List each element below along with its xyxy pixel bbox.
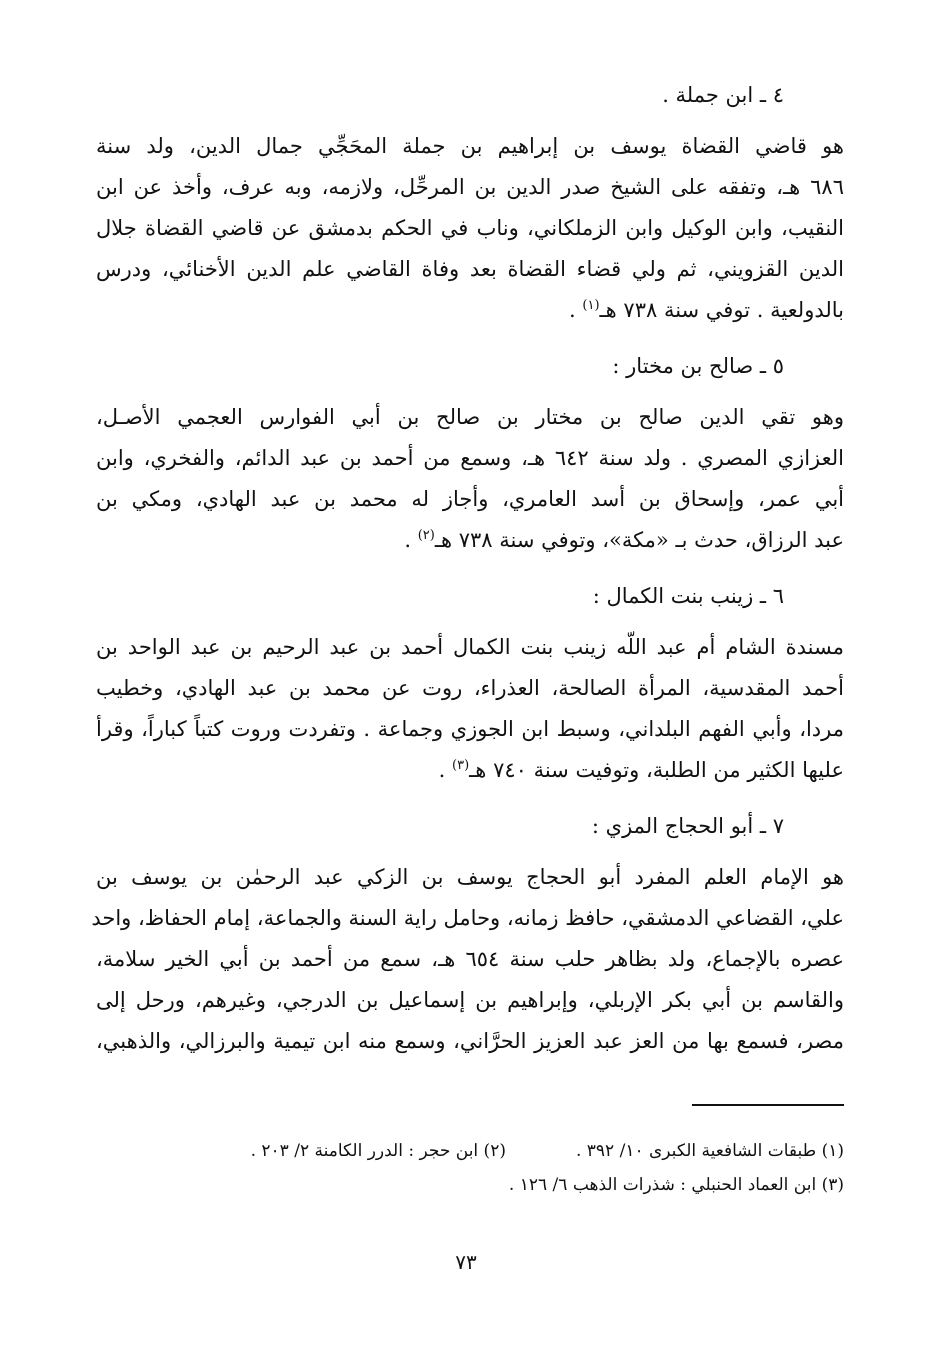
text-line: عصره بالإجماع، ولد بظاهر حلب سنة ٦٥٤ هـ، سمع من أحمد بن أبي الخير سلامة، [96,947,844,971]
text-line: النقيب، وابن الوكيل وابن الزملكاني، وناب في الحكم بدمشق عن قاضي القضاة جلال [96,216,844,240]
text-line-last [96,520,844,561]
text-fragment: عليها الكثير من الطلبة، وتوفيت سنة ٧٤٠ هـ [469,758,844,782]
section-body-abu-al-hajjaj-al-mizzi [91,857,844,1062]
section-heading-salih-ibn-mukhtar: ٥ ـ صالح بن مختار : [612,354,784,378]
text-line: علي، القضاعي الدمشقي، حافظ زمانه، وحامل راية السنة والجماعة، إمام الحفاظ، واحد [91,906,844,930]
text-line: أبي عمر، وإسحاق بن أسد العامري، وأجاز له محمد بن عبد الهادي، ومكي بن [96,487,844,511]
footnote-2: (٢) ابن حجر : الدرر الكامنة ٢/ ٢٠٣ . [250,1141,506,1161]
text-line-last [96,750,844,791]
page-body [91,78,844,1080]
text-fragment: عبد الرزاق، حدث بـ «مكة»، وتوفي سنة ٧٣٨ هـ [434,528,844,552]
footnote-marker: (٣) [452,758,470,773]
text-line: وهو تقي الدين صالح بن مختار بن صالح بن أبي الفوارس العجمي الأصـل، [96,405,844,429]
section-body-zaynab-bint-al-kamal [96,627,844,791]
text-line: العزازي المصري . ولد سنة ٦٤٢ هـ، وسمع من أحمد بن عبد الدائم، والفخري، وابن [96,446,844,470]
footnote-marker: (١) [582,298,600,313]
footnote-row [124,1168,844,1202]
text-line: مسندة الشام أم عبد اللّه زينب بنت الكمال أحمد بن عبد الرحيم بن عبد الواحد بن [96,635,844,659]
text-line: مصر، فسمع بها من العز عبد العزيز الحرَّاني، وسمع منه ابن تيمية والبرزالي، والذهبي، [96,1029,844,1053]
page-number: ٧٣ [455,1250,477,1274]
footnote-row [124,1134,844,1168]
text-line: أحمد المقدسية، المرأة الصالحة، العذراء، روت عن محمد بن عبد الهادي، وخطيب [96,676,844,700]
section-body-ibn-jumla [96,126,844,331]
text-fragment: بالدولعية . توفي سنة ٧٣٨ هـ [599,298,844,322]
section-heading-zaynab-bint-al-kamal: ٦ ـ زينب بنت الكمال : [592,584,784,608]
sentence-end: . [404,528,418,552]
text-line: مردا، وأبي الفهم البلداني، وسبط ابن الجوزي وجماعة . وتفردت وروت كتباً كباراً، وقرأ [96,717,844,741]
footnote-3: (٣) ابن العماد الحنبلي : شذرات الذهب ٦/ ١٢٦ . [508,1175,844,1195]
sentence-end: . [438,758,453,782]
footnotes [124,1134,844,1202]
text-line: والقاسم بن أبي بكر الإربلي، وإبراهيم بن إسماعيل بن الدرجي، وغيرهم، ورحل إلى [96,988,844,1012]
footnote-1: (١) طبقات الشافعية الكبرى ١٠/ ٣٩٢ . [575,1141,844,1161]
text-line: الدين القزويني، ثم ولي قضاء القضاة بعد وفاة القاضي علم الدين الأخنائي، ودرس [96,257,844,281]
section-heading-ibn-jumla: ٤ ـ ابن جملة . [662,83,784,107]
footnote-divider [692,1104,844,1106]
text-line: هو الإمام العلم المفرد أبو الحجاج يوسف بن الزكي عبد الرحمٰن بن يوسف بن [96,865,844,889]
text-line: هو قاضي القضاة يوسف بن إبراهيم بن جملة المحَجِّي جمال الدين، ولد سنة [96,134,844,158]
sentence-end: . [569,298,583,322]
text-line: ٦٨٦ هـ، وتفقه على الشيخ صدر الدين بن المرحِّل، ولازمه، وبه عرف، وأخذ عن ابن [96,175,844,199]
section-heading-abu-al-hajjaj-al-mizzi: ٧ ـ أبو الحجاج المزي : [591,814,784,838]
text-line-last [96,290,844,331]
footnote-marker: (٢) [417,528,435,543]
section-body-salih-ibn-mukhtar [96,397,844,561]
